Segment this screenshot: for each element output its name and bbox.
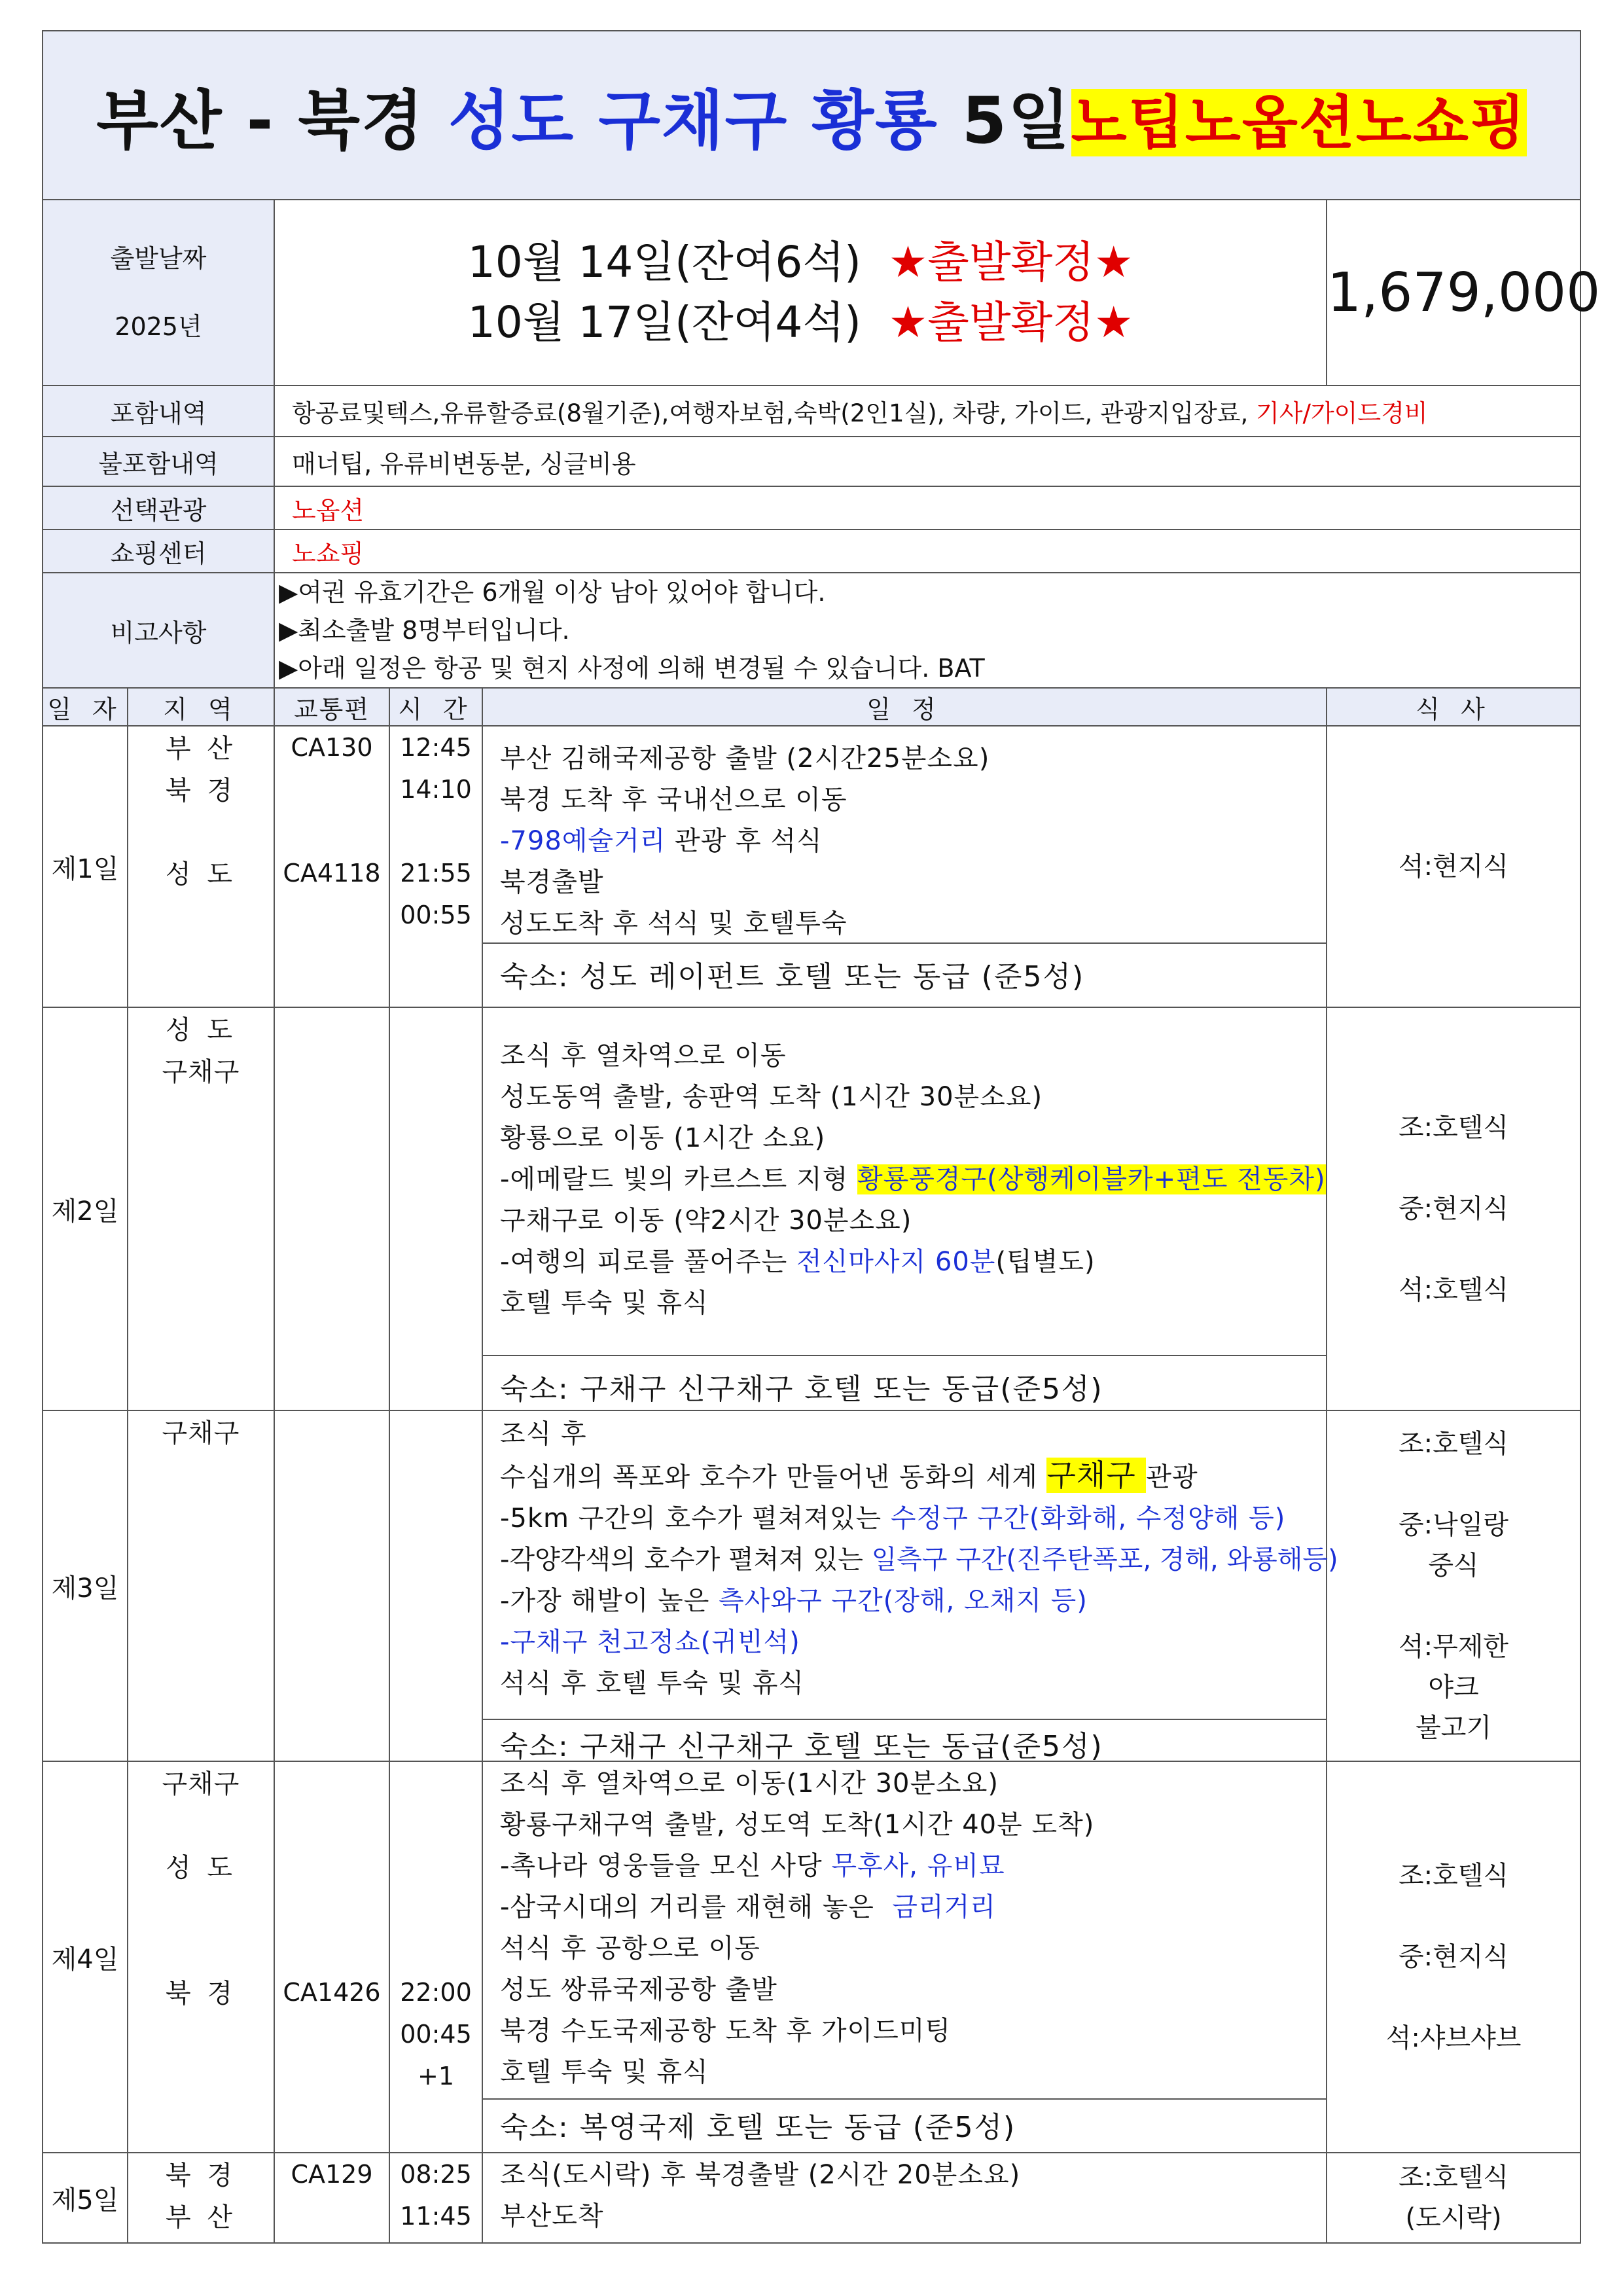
region-cell-5	[128, 2153, 274, 2243]
region-cell-2	[128, 1007, 274, 1410]
flight-cell-1	[274, 726, 389, 1007]
meal-cell-5	[1327, 2153, 1580, 2243]
schedule-4-line-3-pre: -촉나라 영웅들을 모신 사당	[500, 1851, 832, 1881]
time-cell-2	[389, 1007, 482, 1410]
region-5-a: 북 경	[166, 2161, 236, 2191]
meal-4-a: 조:호텔식	[1399, 1861, 1509, 1891]
departure-date-1-text: 10월 14일(잔여6석)	[467, 237, 861, 287]
region-2-a: 성 도	[166, 1015, 236, 1045]
schedule-3-line-4-blue: 일측구 구간(진주탄폭포, 경해, 와룡해등)	[871, 1545, 1338, 1575]
departure-year: 2025년	[115, 312, 202, 341]
schedule-cell-5	[482, 2153, 1327, 2243]
schedule-2-line-5: 구채구로 이동 (약2시간 30분소요)	[500, 1206, 912, 1236]
schedule-4-line-7: 북경 수도국제공항 도착 후 가이드미팅	[500, 2016, 952, 2046]
schedule-5-line-2: 부산도착	[500, 2201, 604, 2231]
schedule-3-line-4	[500, 1539, 1338, 1581]
schedule-4-line-4-blue: 금리거리	[892, 1892, 996, 1922]
time-4-b: 00:45	[400, 2020, 472, 2049]
schedule-5-line-1: 조식(도시락) 후 북경출발 (2시간 20분소요)	[500, 2160, 1021, 2190]
header-schedule: 일 정	[482, 688, 1327, 726]
note-3: ▶아래 일정은 항공 및 현지 사정에 의해 변경될 수 있습니다. BAT	[279, 654, 985, 683]
schedule-3-line-2-pre: 수십개의 폭포와 호수가 만들어낸 동화의 세계	[500, 1462, 1047, 1492]
schedule-2-line-6-post: (팁별도)	[995, 1247, 1096, 1277]
departure-label-cell	[43, 200, 274, 386]
title-part-2: 성도 구채구 황룡	[448, 83, 938, 158]
schedule-3-line-5-pre: -가장 해발이 높은	[500, 1586, 719, 1616]
schedule-cell-3	[482, 1410, 1338, 1763]
schedule-3-line-7: 석식 후 호텔 투숙 및 휴식	[500, 1668, 804, 1698]
header-time: 시 간	[389, 688, 482, 726]
flight-cell-5	[274, 2153, 389, 2243]
title-part-1: 부산 - 북경	[96, 83, 448, 158]
meal-3-c: 중식	[1428, 1551, 1479, 1581]
meal-2-c: 석:호텔식	[1399, 1275, 1509, 1305]
schedule-2-line-6	[500, 1242, 1326, 1283]
included-red: 기사/가이드경비	[1255, 399, 1428, 427]
schedule-2-line-3: 황룡으로 이동 (1시간 소요)	[500, 1123, 826, 1153]
schedule-lines-4	[483, 1762, 1326, 2098]
itinerary-sheet	[42, 30, 1601, 2244]
meal-4-c: 석:샤브샤브	[1385, 2023, 1522, 2053]
schedule-3-line-3-blue: 수정구 구간(화화해, 수정양해 등)	[890, 1503, 1286, 1534]
schedule-4-line-6: 성도 쌍류국제공항 출발	[500, 1975, 777, 2005]
schedule-4-line-4	[500, 1887, 1326, 1928]
meal-5-b: (도시락)	[1405, 2203, 1502, 2233]
note-2: ▶최소출발 8명부터입니다.	[279, 616, 570, 645]
time-1-c: 21:55	[400, 859, 472, 888]
time-cell-4	[389, 1761, 482, 2153]
schedule-2-line-7: 호텔 투숙 및 휴식	[500, 1288, 709, 1318]
schedule-1-line-4: 북경출발	[500, 867, 604, 897]
day-row-4	[43, 1761, 1580, 2153]
region-4-gap-2	[128, 1889, 274, 1973]
shopping-label: 쇼핑센터	[43, 529, 274, 573]
header-region: 지 역	[128, 688, 274, 726]
flight-cell-4	[274, 1761, 389, 2153]
meal-cell-3	[1327, 1410, 1580, 1761]
schedule-3-line-1: 조식 후	[500, 1419, 587, 1449]
itinerary-table	[42, 30, 1601, 2244]
time-5-a: 08:25	[400, 2160, 472, 2189]
schedule-2-line-4-pre: -에메랄드 빛의 카르스트 지형	[500, 1164, 857, 1194]
day-label-4: 제4일	[43, 1761, 128, 2153]
region-5-b: 부 산	[166, 2202, 236, 2233]
meal-cell-1	[1327, 726, 1580, 1007]
meal-3-f: 불고기	[1416, 1713, 1491, 1743]
schedule-1-line-1: 부산 김해국제공항 출발 (2시간25분소요)	[500, 744, 990, 774]
time-4-c: +1	[417, 2062, 455, 2090]
region-cell-3	[128, 1410, 274, 1761]
flight-1-a: CA130	[291, 733, 373, 762]
meal-3-d: 석:무제한	[1399, 1632, 1509, 1662]
schedule-1-line-3-blue: -798예술거리	[500, 826, 666, 856]
flight-4-a: CA1426	[283, 1978, 381, 2007]
schedule-4-line-5: 석식 후 공항으로 이동	[500, 1933, 760, 1964]
meal-4-b: 중:현지식	[1399, 1942, 1509, 1972]
region-2-b: 구채구	[162, 1057, 240, 1087]
schedule-cell-1	[482, 726, 1327, 1007]
time-cell-3	[389, 1410, 482, 1761]
note-1: ▶여권 유효기간은 6개월 이상 남아 있어야 합니다.	[279, 578, 826, 607]
excluded-text: 매너팁, 유류비변동분, 싱글비용	[274, 437, 1580, 486]
meal-3-gap-1	[1327, 1464, 1580, 1505]
header-flight: 교통편	[274, 688, 389, 726]
schedule-2-line-2: 성도동역 출발, 송판역 도착 (1시간 30분소요)	[500, 1082, 1043, 1112]
included-text: 항공료및텍스,유류할증료(8월기준),여행자보험,숙박(2인1실), 차량, 가이드, 관광지입장료,	[292, 399, 1256, 427]
meal-cell-2	[1327, 1007, 1580, 1410]
title-part-3: 5일	[938, 83, 1071, 158]
time-4-a: 22:00	[400, 1978, 472, 2007]
schedule-lines-1	[483, 726, 1326, 942]
day-row-2	[43, 1007, 1580, 1410]
time-1-gap	[390, 810, 482, 852]
schedule-4-line-8: 호텔 투숙 및 휴식	[500, 2057, 709, 2087]
meal-5-a: 조:호텔식	[1399, 2162, 1509, 2193]
notes-cell	[274, 573, 1580, 688]
notes-label: 비고사항	[43, 573, 274, 688]
region-cell-1	[128, 726, 274, 1007]
time-1-d: 00:55	[400, 901, 472, 929]
hotel-1: 숙소: 성도 레이펀트 호텔 또는 동급 (준5성)	[483, 942, 1326, 1007]
region-4-a: 구채구	[162, 1769, 240, 1799]
schedule-1-line-2: 북경 도착 후 국내선으로 이동	[500, 785, 847, 815]
schedule-lines-2	[483, 1008, 1326, 1355]
day-row-3	[43, 1410, 1580, 1761]
region-1-b: 북 경	[166, 776, 236, 806]
region-1-c: 성 도	[166, 859, 236, 889]
departure-dates-cell	[274, 200, 1327, 386]
schedule-3-line-6: -구채구 천고정쇼(귀빈석)	[500, 1627, 800, 1657]
region-4-b: 성 도	[166, 1853, 236, 1883]
header-meal: 식 사	[1327, 688, 1580, 726]
flight-5-a: CA129	[291, 2160, 373, 2189]
hotel-2: 숙소: 구채구 신구채구 호텔 또는 동급(준5성)	[483, 1355, 1326, 1410]
flight-1-b: CA4118	[283, 859, 381, 888]
schedule-3-line-3-pre: -5km 구간의 호수가 펼쳐져있는	[500, 1503, 891, 1534]
schedule-1-line-5: 성도도착 후 석식 및 호텔투숙	[500, 908, 847, 939]
schedule-2-line-4-highlight: 황룡풍경구(상행케이블카+편도 전동차)	[857, 1164, 1326, 1194]
schedule-3-line-2	[500, 1455, 1326, 1498]
header-day: 일 자	[43, 688, 128, 726]
region-4-c: 북 경	[166, 1979, 236, 2009]
meal-3-gap-2	[1327, 1586, 1580, 1626]
departure-status-2: ★출발확정★	[888, 297, 1133, 348]
departure-status-1: ★출발확정★	[888, 237, 1133, 287]
schedule-3-line-4-pre: -각양각색의 호수가 펼쳐져 있는	[500, 1545, 872, 1575]
departure-date-2	[275, 293, 1326, 353]
hotel-3: 숙소: 구채구 신구채구 호텔 또는 동급(준5성)	[483, 1719, 1326, 1761]
schedule-3-line-5-blue: 측사와구 구간(장해, 오채지 등)	[719, 1586, 1088, 1616]
schedule-1-line-3-rest: 관광 후 석식	[666, 826, 823, 856]
schedule-2-line-6-blue: 전신마사지 60분	[796, 1247, 996, 1277]
shopping-text: 노쇼핑	[274, 529, 1580, 573]
page-title	[43, 31, 1580, 200]
flight-cell-3	[274, 1410, 389, 1761]
meal-2-b: 중:현지식	[1399, 1194, 1509, 1224]
meal-3-b: 중:낙일랑	[1399, 1510, 1509, 1540]
day-row-5	[43, 2153, 1580, 2243]
price: 1,679,000	[1327, 200, 1580, 386]
schedule-header	[43, 688, 1580, 726]
meal-cell-4	[1327, 1761, 1580, 2153]
title-highlight: 노팁노옵션노쇼핑	[1071, 88, 1527, 156]
schedule-3-line-5	[500, 1581, 1326, 1622]
hotel-4: 숙소: 복영국제 호텔 또는 동급 (준5성)	[483, 2098, 1326, 2152]
flight-4-gap	[275, 1762, 389, 1971]
schedule-2-line-6-pre: -여행의 피로를 풀어주는	[500, 1247, 796, 1277]
schedule-cell-2	[482, 1007, 1327, 1410]
included-label: 포함내역	[43, 386, 274, 437]
time-cell-1	[389, 726, 482, 1007]
schedule-1-line-3	[500, 821, 1326, 862]
meal-3-a: 조:호텔식	[1399, 1429, 1509, 1459]
schedule-3-line-2-post: 관광	[1146, 1462, 1198, 1492]
schedule-3-line-2-highlight: 구채구	[1046, 1458, 1147, 1493]
region-1-a: 부 산	[166, 734, 236, 764]
meal-1: 석:현지식	[1399, 852, 1509, 882]
flight-1-gap	[275, 768, 389, 852]
meal-2-a: 조:호텔식	[1399, 1113, 1509, 1143]
schedule-4-line-1: 조식 후 열차역으로 이동(1시간 30분소요)	[500, 1768, 999, 1799]
option-label: 선택관광	[43, 486, 274, 529]
schedule-3-line-3	[500, 1498, 1326, 1539]
departure-date-1	[275, 232, 1326, 293]
departure-date-2-text: 10월 17일(잔여4석)	[467, 297, 861, 348]
schedule-2-line-4	[500, 1159, 1326, 1200]
day-label-2: 제2일	[43, 1007, 128, 1410]
time-cell-5	[389, 2153, 482, 2243]
flight-cell-2	[274, 1007, 389, 1410]
excluded-label: 불포함내역	[43, 437, 274, 486]
day-label-1: 제1일	[43, 726, 128, 1007]
region-3-a: 구채구	[162, 1418, 240, 1448]
region-cell-4	[128, 1761, 274, 2153]
time-4-gap	[390, 1762, 482, 1971]
schedule-4-line-3-blue: 무후사, 유비묘	[831, 1851, 1005, 1881]
meal-3-e: 야크	[1428, 1672, 1479, 1702]
day-label-3: 제3일	[43, 1410, 128, 1761]
option-text: 노옵션	[274, 486, 1580, 529]
day-label-5: 제5일	[43, 2153, 128, 2243]
time-1-a: 12:45	[400, 733, 472, 762]
departure-label: 출발날짜	[110, 244, 207, 273]
schedule-lines-3	[483, 1411, 1338, 1719]
time-5-b: 11:45	[400, 2202, 472, 2231]
schedule-4-line-2: 황룡구채구역 출발, 성도역 도착(1시간 40분 도착)	[500, 1810, 1095, 1840]
time-1-b: 14:10	[400, 775, 472, 804]
included-cell	[274, 386, 1580, 437]
schedule-4-line-3	[500, 1846, 1326, 1887]
schedule-4-line-4-pre: -삼국시대의 거리를 재현해 놓은	[500, 1892, 893, 1922]
schedule-cell-4	[482, 1761, 1327, 2153]
schedule-2-line-1: 조식 후 열차역으로 이동	[500, 1041, 787, 1071]
day-row-1	[43, 726, 1580, 1007]
schedule-lines-5	[483, 2153, 1326, 2237]
region-4-gap-1	[128, 1805, 274, 1847]
region-1-gap	[128, 812, 274, 853]
